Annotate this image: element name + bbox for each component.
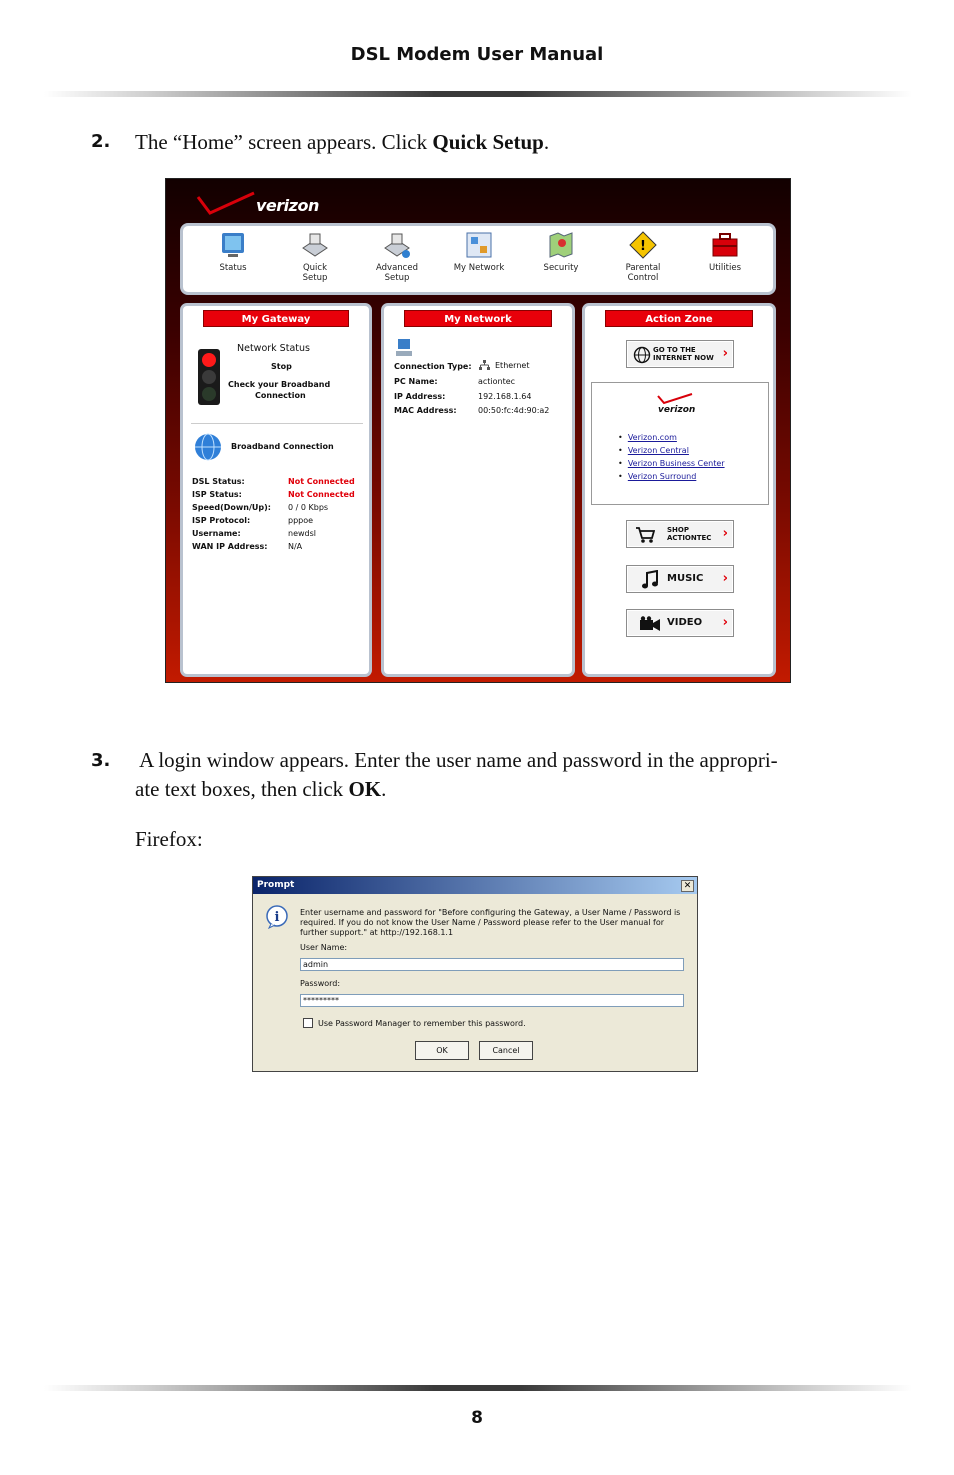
username-value: newdsl [288,529,317,538]
globe-icon [633,346,651,364]
step-3-bold: OK [348,777,382,801]
ip-address-label: IP Address: [394,392,446,401]
page-number: 8 [471,1408,483,1428]
verizon-wordmark: verizon [256,196,319,215]
cancel-button[interactable]: Cancel [479,1041,533,1060]
shop-line1: SHOP [667,526,689,534]
step-2-bold: Quick Setup [432,130,544,154]
isp-status-label: ISP Status: [192,490,242,499]
svg-text:i: i [274,910,280,925]
step-3-number: 3. [91,750,111,771]
dsl-status-label: DSL Status: [192,477,245,486]
link-verizon-central[interactable]: • Verizon Central [618,446,689,455]
check-broadband-line1: Check your Broadband [228,380,331,389]
video-label: VIDEO [667,617,703,628]
status-monitor-icon [218,230,248,260]
nav-security[interactable] [525,230,597,292]
wan-ip-value: N/A [288,542,303,551]
shopping-cart-icon [635,526,655,544]
link-verizon-surround[interactable]: • Verizon Surround [618,472,697,481]
user-name-input[interactable]: admin [300,958,684,971]
gateway-panel-title: My Gateway [203,310,349,327]
nav-status[interactable] [197,230,269,292]
svg-text:!: ! [640,239,646,254]
nav-my-network-label: My Network [453,263,505,273]
password-label: Password: [300,979,341,988]
gateway-divider [191,423,363,424]
quick-setup-icon [300,230,330,260]
go-to-internet-line2: INTERNET NOW [653,354,714,362]
video-camera-icon [639,616,661,632]
firefox-prompt-screenshot [252,876,698,1072]
username-label: Username: [192,529,241,538]
user-name-label: User Name: [300,943,348,952]
step-3-line1: A login window appears. Enter the user name and password in the appropri- [135,748,778,772]
parental-warning-icon [628,230,658,260]
isp-status-value: Not Connected [288,490,355,499]
chevron-right-icon: › [722,615,728,630]
pc-icon [396,338,412,358]
check-broadband-line2: Connection [255,391,306,400]
link-verizon-central-text[interactable]: Verizon Central [627,446,689,455]
utilities-toolbox-icon [710,230,740,260]
pc-name-value: actiontec [478,377,516,386]
wan-ip-label: WAN IP Address: [192,542,268,551]
nav-parental-control-label: Parental Control [625,263,661,283]
advanced-setup-icon [382,230,412,260]
music-button[interactable] [626,565,734,593]
step-2-text-a: The “Home” screen appears. Click [135,130,433,154]
step-2-text-b: . [543,130,550,154]
link-verizon-surround-text[interactable]: Verizon Surround [627,472,697,481]
prompt-message-line3: further support." at http://192.168.1.1 [300,928,454,937]
go-to-internet-line1: GO TO THE [653,346,696,354]
link-verizon-com-text[interactable]: Verizon.com [627,433,677,442]
link-verizon-business[interactable]: • Verizon Business Center [618,459,725,468]
verizon-links-box [591,382,769,505]
traffic-light-icon [195,348,223,406]
chevron-right-icon: › [722,346,728,361]
security-map-icon [546,230,576,260]
nav-utilities[interactable] [689,230,761,292]
step-2-number: 2. [91,131,111,152]
prompt-message-line1: Enter username and password for "Before configuring the Gateway, a User Name / Password is [300,908,681,917]
network-panel-title: My Network [404,310,552,327]
firefox-label: Firefox: [135,827,203,851]
nav-quick-setup[interactable] [279,230,351,292]
prompt-title: Prompt [257,880,295,890]
footer-rule [44,1385,912,1391]
isp-protocol-value: pppoe [288,516,314,525]
chevron-right-icon: › [722,526,728,541]
step-3-text [135,746,875,804]
remember-password-label: Use Password Manager to remember this password. [318,1019,526,1028]
prompt-message-line2: required. If you do not know the User Name / Password please refer to the User manual for [300,918,665,927]
verizon-logo [196,191,331,221]
mac-address-value: 00:50:fc:4d:90:a2 [478,406,550,415]
network-panel [381,303,575,677]
nav-quick-setup-label: Quick Setup [302,263,328,283]
isp-protocol-label: ISP Protocol: [192,516,251,525]
go-to-internet-button[interactable] [626,340,734,368]
info-icon [265,905,289,929]
close-icon[interactable]: ✕ [681,880,694,892]
speed-value: 0 / 0 Kbps [288,503,329,512]
nav-parental-control[interactable] [607,230,679,292]
ip-address-value: 192.168.1.64 [478,392,532,401]
network-status-heading: Network Status [237,343,310,354]
music-label: MUSIC [667,573,704,584]
step-3-line2-a: ate text boxes, then click [135,777,349,801]
chevron-right-icon: › [722,571,728,586]
shop-line2: ACTIONTEC [667,534,712,542]
step-2-text [135,128,549,157]
dsl-status-value: Not Connected [288,477,355,486]
password-input[interactable]: ********* [300,994,684,1007]
mac-address-label: MAC Address: [394,406,457,415]
nav-status-label: Status [219,263,247,273]
nav-utilities-label: Utilities [709,263,741,273]
ethernet-icon [479,360,490,371]
video-button[interactable] [626,609,734,637]
broadband-connection-heading: Broadband Connection [231,442,334,451]
main-nav [180,223,776,295]
broadband-globe-icon [193,432,223,462]
link-verizon-business-text[interactable]: Verizon Business Center [627,459,725,468]
link-verizon-com[interactable]: • Verizon.com [618,433,677,442]
step-3-line2-b: . [381,777,387,801]
ok-button[interactable]: OK [415,1041,469,1060]
nav-advanced-setup[interactable] [361,230,433,292]
header-rule [44,91,912,97]
shop-actiontec-button[interactable] [626,520,734,548]
nav-my-network[interactable] [443,230,515,292]
action-zone-panel [582,303,776,677]
speed-label: Speed(Down/Up): [192,503,271,512]
status-stop: Stop [271,362,292,371]
verizon-mini-wordmark: verizon [658,405,696,415]
step-3-line2 [135,775,875,804]
remember-password-checkbox[interactable] [303,1018,313,1028]
nav-security-label: Security [543,263,579,273]
document-header: DSL Modem User Manual [350,44,604,65]
pc-name-label: PC Name: [394,377,438,386]
my-network-icon [464,230,494,260]
nav-advanced-setup-label: Advanced Setup [376,263,418,283]
gateway-panel [180,303,372,677]
verizon-mini-logo [652,393,702,417]
action-zone-panel-title: Action Zone [605,310,753,327]
music-note-icon [641,570,659,590]
connection-type-label: Connection Type: [394,362,472,371]
connection-type-value: Ethernet [495,361,530,370]
router-home-screenshot [165,178,791,683]
prompt-title-bar [253,877,697,894]
